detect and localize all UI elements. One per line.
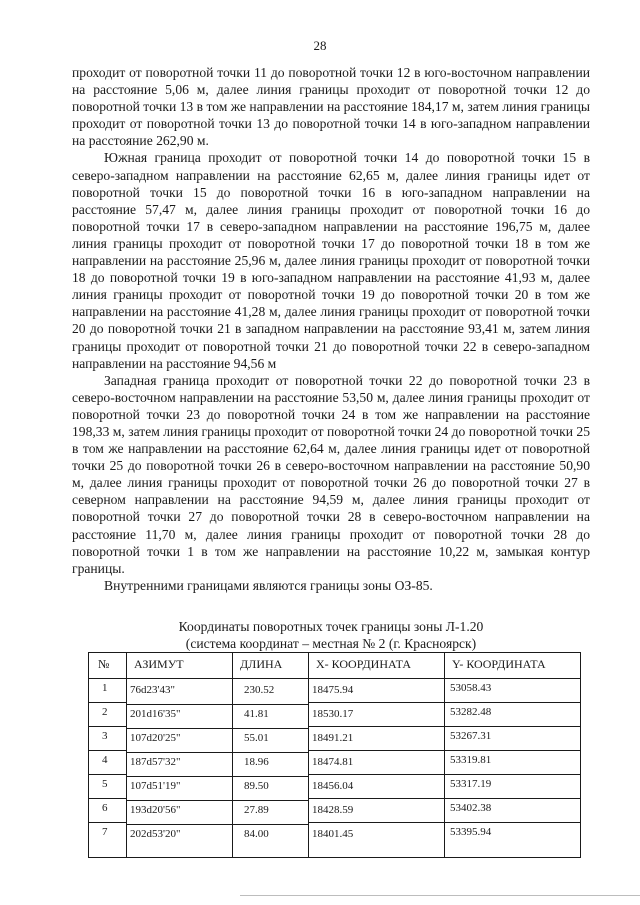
point-y-coordinate: 53319.81 bbox=[450, 754, 492, 766]
point-number: 7 bbox=[102, 826, 108, 838]
point-x-coordinate: 18428.59 bbox=[312, 804, 354, 816]
segment-length: 18.96 bbox=[244, 756, 269, 768]
row-line-segment bbox=[126, 704, 308, 705]
paragraph-south-boundary: Южная граница проходит от поворотной точки 14 до поворотной точки 15 в северо-западном направлении на расстояние 62,65 м, далее линия границы идет от поворотной точки 15 до поворотной точки 16 в юго-западном направлении на расстояние 57,47 м, далее линия границы проходит от поворотной точки 16 до поворотной точки 17 в северо-западном направлении на расстояние 196,75 м, далее линия границы проходит от поворотной точки 17 до поворотной точки 18 в том же направлении на расстояние 25,96 м, далее линия границы проходит от поворотной точки 18 до поворотной точки 19 в юго-западном направлении на расстояние 41,93 м, далее линия границы проходит от поворотной точки 19 до поворотной точки 20 в том же направлении на расстояние 41,28 м, далее линия границы проходит от поворотной точки 20 до поворотной точки 21 в западном направлении на расстояние 93,41 м, затем линия границы проходит от поворотной точки 21 до поворотной точки 22 в северо-западном направлении на расстояние 94,56 м bbox=[72, 150, 590, 371]
row-line-point bbox=[308, 750, 580, 751]
row-line-point bbox=[88, 822, 126, 823]
table-header-line bbox=[88, 678, 580, 679]
row-line-segment bbox=[126, 752, 308, 753]
row-line-point bbox=[88, 702, 126, 703]
segment-azimuth: 107d51'19" bbox=[130, 780, 181, 792]
table-bottom-line bbox=[88, 857, 580, 858]
segment-length: 84.00 bbox=[244, 828, 269, 840]
point-number: 3 bbox=[102, 730, 108, 742]
table-col-line bbox=[580, 652, 581, 858]
row-line-point bbox=[88, 774, 126, 775]
point-x-coordinate: 18474.81 bbox=[312, 756, 354, 768]
segment-length: 27.89 bbox=[244, 804, 269, 816]
segment-azimuth: 201d16'35" bbox=[130, 708, 181, 720]
row-line-point bbox=[88, 750, 126, 751]
row-line-point bbox=[308, 726, 580, 727]
table-col-line bbox=[308, 652, 309, 858]
segment-azimuth: 202d53'20" bbox=[130, 828, 181, 840]
table-top-line bbox=[88, 652, 580, 653]
row-line-point bbox=[308, 822, 580, 823]
segment-length: 41.81 bbox=[244, 708, 269, 720]
point-x-coordinate: 18491.21 bbox=[312, 732, 354, 744]
point-x-coordinate: 18475.94 bbox=[312, 684, 354, 696]
point-y-coordinate: 53058.43 bbox=[450, 682, 492, 694]
table-caption-title: Координаты поворотных точек границы зоны Л-1.20 bbox=[178, 619, 484, 634]
bottom-rule bbox=[240, 895, 640, 896]
row-line-point bbox=[308, 774, 580, 775]
header-x: X- КООРДИНАТА bbox=[316, 657, 411, 671]
segment-azimuth: 187d57'32" bbox=[130, 756, 181, 768]
segment-azimuth: 107d20'25" bbox=[130, 732, 181, 744]
point-x-coordinate: 18401.45 bbox=[312, 828, 354, 840]
point-y-coordinate: 53317.19 bbox=[450, 778, 492, 790]
row-line-segment bbox=[126, 824, 308, 825]
point-number: 6 bbox=[102, 802, 108, 814]
segment-azimuth: 193d20'56" bbox=[130, 804, 181, 816]
point-number: 1 bbox=[102, 682, 108, 694]
point-number: 4 bbox=[102, 754, 108, 766]
segment-length: 55.01 bbox=[244, 732, 269, 744]
paragraph-inner-boundaries: Внутренними границами являются границы зоны ОЗ-85. bbox=[104, 577, 433, 593]
page-number: 28 bbox=[313, 38, 327, 53]
point-y-coordinate: 53402.38 bbox=[450, 802, 492, 814]
table-col-line bbox=[88, 652, 89, 858]
header-azimuth: АЗИМУТ bbox=[134, 657, 184, 671]
segment-length: 230.52 bbox=[244, 684, 275, 696]
segment-azimuth: 76d23'43" bbox=[130, 684, 175, 696]
table-col-line bbox=[444, 652, 445, 858]
segment-length: 89.50 bbox=[244, 780, 269, 792]
row-line-point bbox=[88, 726, 126, 727]
header-y: Y- КООРДИНАТА bbox=[452, 657, 546, 671]
point-y-coordinate: 53267.31 bbox=[450, 730, 492, 742]
table-col-line bbox=[232, 652, 233, 858]
row-line-segment bbox=[126, 728, 308, 729]
row-line-segment bbox=[126, 800, 308, 801]
point-y-coordinate: 53282.48 bbox=[450, 706, 492, 718]
point-x-coordinate: 18530.17 bbox=[312, 708, 354, 720]
header-length: ДЛИНА bbox=[240, 657, 283, 671]
row-line-segment bbox=[126, 776, 308, 777]
document-body bbox=[72, 64, 590, 594]
header-number: № bbox=[98, 657, 110, 671]
table-caption-subtitle: (система координат – местная № 2 (г. Красноярск) bbox=[185, 636, 477, 651]
point-x-coordinate: 18456.04 bbox=[312, 780, 354, 792]
point-number: 2 bbox=[102, 706, 108, 718]
coordinates-table bbox=[88, 652, 580, 846]
point-y-coordinate: 53395.94 bbox=[450, 826, 492, 838]
row-line-point bbox=[308, 798, 580, 799]
row-line-point bbox=[308, 702, 580, 703]
row-line-point bbox=[88, 798, 126, 799]
table-col-line bbox=[126, 652, 127, 858]
point-number: 5 bbox=[102, 778, 108, 790]
paragraph-east-boundary-end: проходит от поворотной точки 11 до поворотной точки 12 в юго-восточном направлении на расстояние 5,06 м, далее линия границы проходит от поворотной точки 12 до поворотной точки 13 в том же направлении на расстояние 184,17 м, затем линия границы проходит от поворотной точки 13 до поворотной точки 14 в юго-западном направлении на расстояние 262,90 м. bbox=[72, 65, 590, 149]
paragraph-west-boundary: Западная граница проходит от поворотной точки 22 до поворотной точки 23 в северо-восточном направлении на расстояние 53,50 м, далее линия границы проходит от поворотной точки 23 до поворотной точки 24 в том же направлении на расстояние 198,33 м, затем линия границы проходит от поворотной точки 24 до поворотной точки 25 в том же направлении на расстояние 62,64 м, далее линия границы идет от поворотной точки 25 до поворотной точки 26 в северо-восточном направлении на расстояние 50,90 м, далее линия границы проходит от поворотной точки 26 до поворотной точки 27 в северном направлении на расстояние 94,59 м, далее линия границы проходит от поворотной точки 27 до поворотной точки 28 в северо-восточном направлении на расстояние 11,70 м, далее линия границы проходит от поворотной точки 28 до поворотной точки 1 в том же направлении на расстояние 10,22 м, замыкая контур границы. bbox=[72, 372, 590, 576]
